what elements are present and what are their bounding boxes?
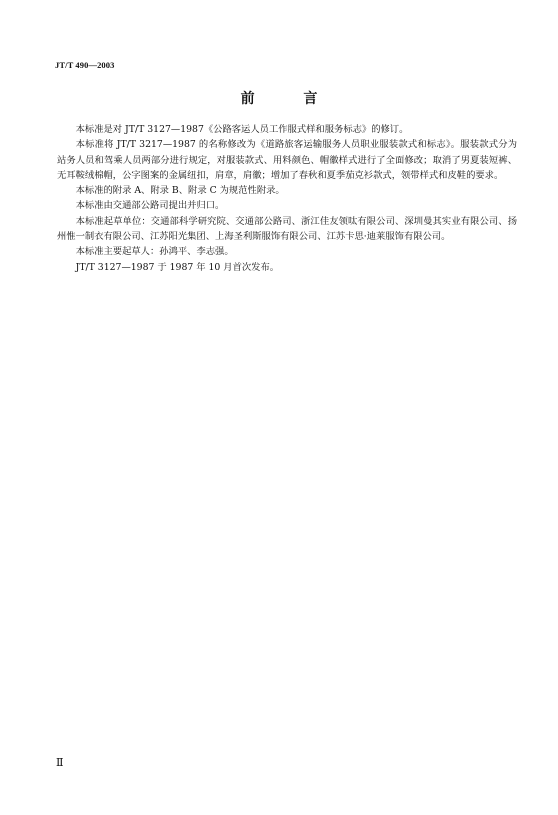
paragraph-drafters: 本标准主要起草人：孙鸿平、李志强。 bbox=[75, 246, 234, 258]
paragraph-changes: 本标准将 JT/T 3217—1987 的名称修改为《道路旅客运输服务人员职业服装款式和标志》。服装款式分为站务人员和驾乘人员两部分进行规定，对服装款式、用料颜色、帽徽样式进行了全面修改；取消了男夏装短裤、无耳鞍绒棉帽，公字图案的金属纽扣，肩章，肩徽；增加了春秋和夏季茄克衫款式，领带样式和皮鞋的要求。 bbox=[57, 139, 517, 181]
page-number: Ⅱ bbox=[56, 757, 64, 769]
paragraph-drafting-units: 本标准起草单位：交通部科学研究院、交通部公路司、浙江佳友领呔有限公司、深圳曼其实业有限公司、扬州惟一制衣有限公司、江苏阳光集团、上海圣利斯服饰有限公司、江苏卡思·迪莱服饰有限公司。 bbox=[57, 215, 517, 243]
foreword-body bbox=[57, 122, 517, 275]
standard-code: JT/T 490—2003 bbox=[55, 60, 115, 70]
paragraph-proposer: 本标准由交通部公路司提出并归口。 bbox=[75, 200, 225, 212]
page-title: 前 言 bbox=[240, 91, 340, 107]
paragraph-revision-note: 本标准是对 JT/T 3127—1987《公路客运人员工作服式样和服务标志》的修订。 bbox=[75, 124, 409, 135]
paragraph-appendices: 本标准的附录 A、附录 B、附录 C 为规范性附录。 bbox=[75, 185, 285, 197]
paragraph-first-release: JT/T 3127—1987 于 1987 年 10 月首次发布。 bbox=[75, 261, 280, 273]
